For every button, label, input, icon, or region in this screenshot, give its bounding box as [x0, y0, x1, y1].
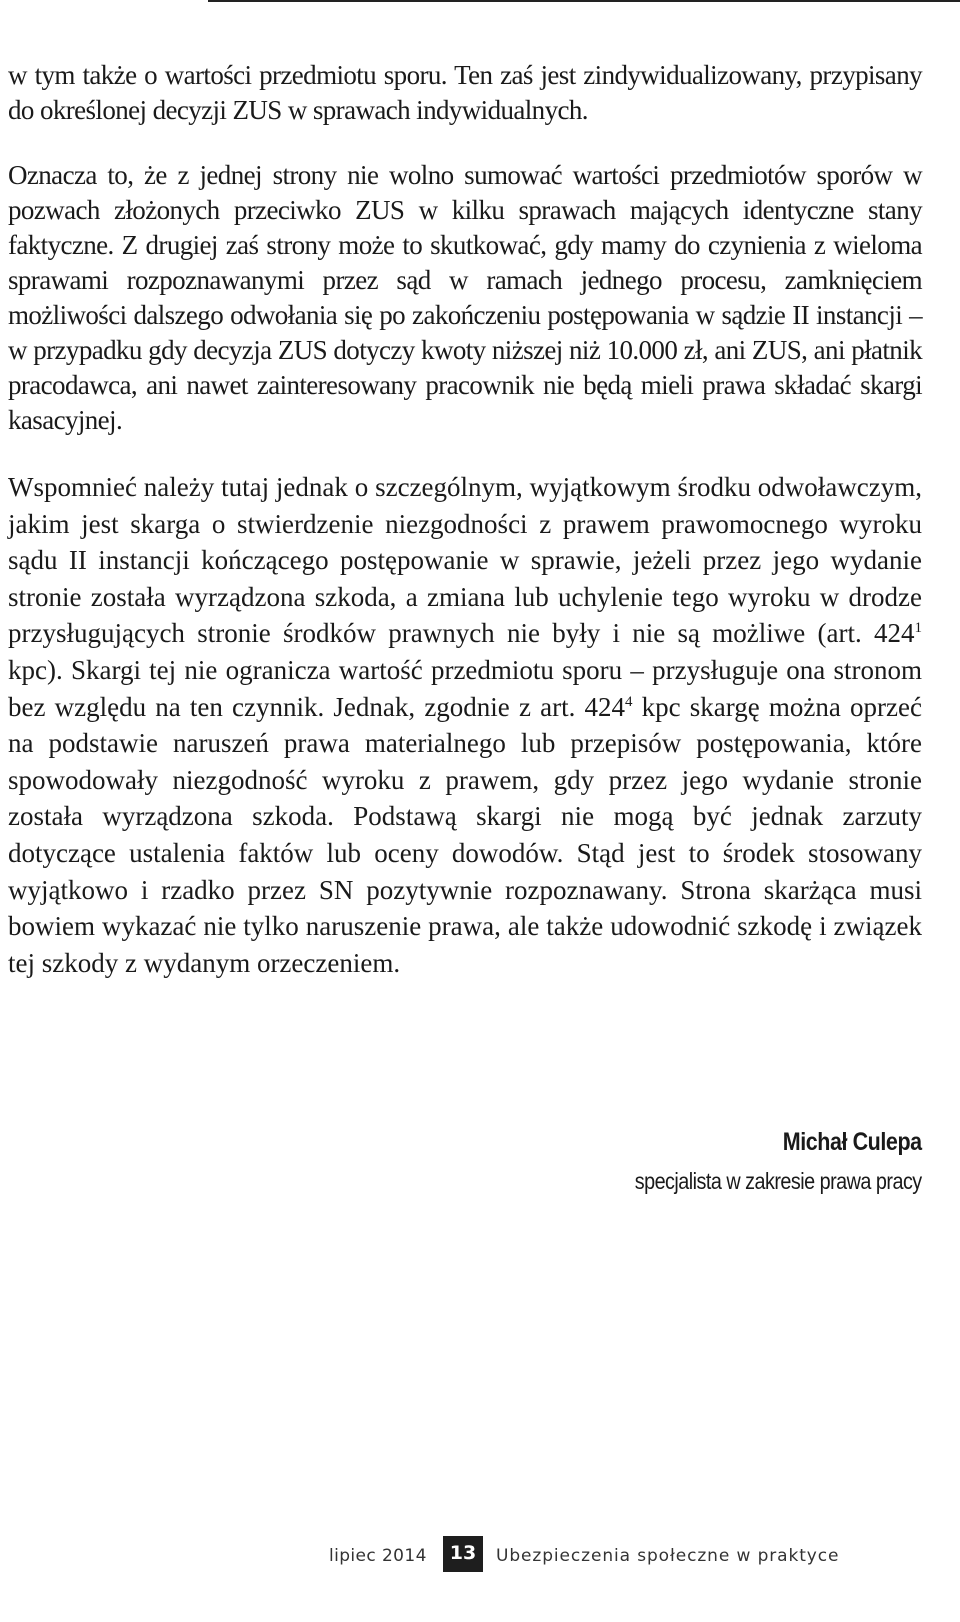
paragraph-3-part-3: kpc skargę można oprzeć na podstawie naruszeń prawa materialnego lub przepisów postępowania, które spowodowały niezgodność wyroku z prawem, gdy przez jego wydanie stronie została wyrządzona szkoda. Podstawą skargi nie mogą być jednak zarzuty dotyczące ustalenia faktów lub oceny dowodów. Stąd jest to środek stosowany wyjątkowo i rzadko przez SN pozytywnie rozpoznawany. Strona skarżąca musi bowiem wykazać nie tylko naruszenie prawa, ale także udowodnić szkodę i związek tej szkody z wydanym orzeczeniem. [8, 691, 923, 978]
paragraph-3-part-1: Wspomnieć należy tutaj jednak o szczególnym, wyjątkowym środku odwoławczym, jakim jest skarga o stwierdzenie niezgodności z prawem prawomocnego wyroku sądu II instancji kończącego postępowanie w sprawie, jeżeli przez jego wydanie stronie została wyrządzona szkoda, a zmiana lub uchylenie tego wyroku w drodze przysługujących stronie środków prawnych nie były i nie są możliwe (art. 424 [8, 472, 922, 649]
superscript-4: 4 [624, 693, 633, 710]
paragraph-1: w tym także o wartości przedmiotu sporu. Ten zaś jest zindywidualizowany, przypisany do określonej decyzji ZUS w sprawach indywidualnych. [8, 60, 922, 125]
superscript-1: 1 [914, 620, 922, 637]
publication-title: Ubezpieczenia społeczne w praktyce [496, 1546, 840, 1566]
page-footer [0, 1536, 960, 1576]
paragraph-2: Oznacza to, że z jednej strony nie wolno sumować wartości przedmiotów sporów w pozwach złożonych przeciwko ZUS w kilku sprawach mających identyczne stany faktyczne. Z drugiej zaś strony może to skutkować, gdy mamy do czynienia z wieloma sprawami rozpoznawanymi przez sąd w ramach jednego procesu, zamknięciem możliwości dalszego odwołania się po zakończeniu postępowania w sądzie II instancji – w przypadku gdy decyzja ZUS dotyczy kwoty niższej niż 10.000 zł, ani ZUS, ani płatnik pracodawca, ani nawet zainteresowany pracownik nie będą mieli prawa składać skargi kasacyjnej. [8, 160, 922, 435]
author-role: specjalista w zakresie prawa pracy [635, 1168, 922, 1194]
top-rule [208, 0, 960, 2]
page-number-badge: 13 [443, 1536, 483, 1572]
author-name: Michał Culepa [783, 1128, 922, 1156]
paragraph-3-part-2: kpc). Skargi tej nie ogranicza wartość przedmiotu sporu – przysługuje ona stronom bez względu na ten czynnik. Jednak, zgodnie z art. 424 [8, 654, 922, 722]
footer-date: lipiec 2014 [329, 1546, 427, 1566]
signature [588, 1126, 922, 1196]
article-body [8, 58, 922, 981]
paragraph-3 [8, 469, 922, 981]
